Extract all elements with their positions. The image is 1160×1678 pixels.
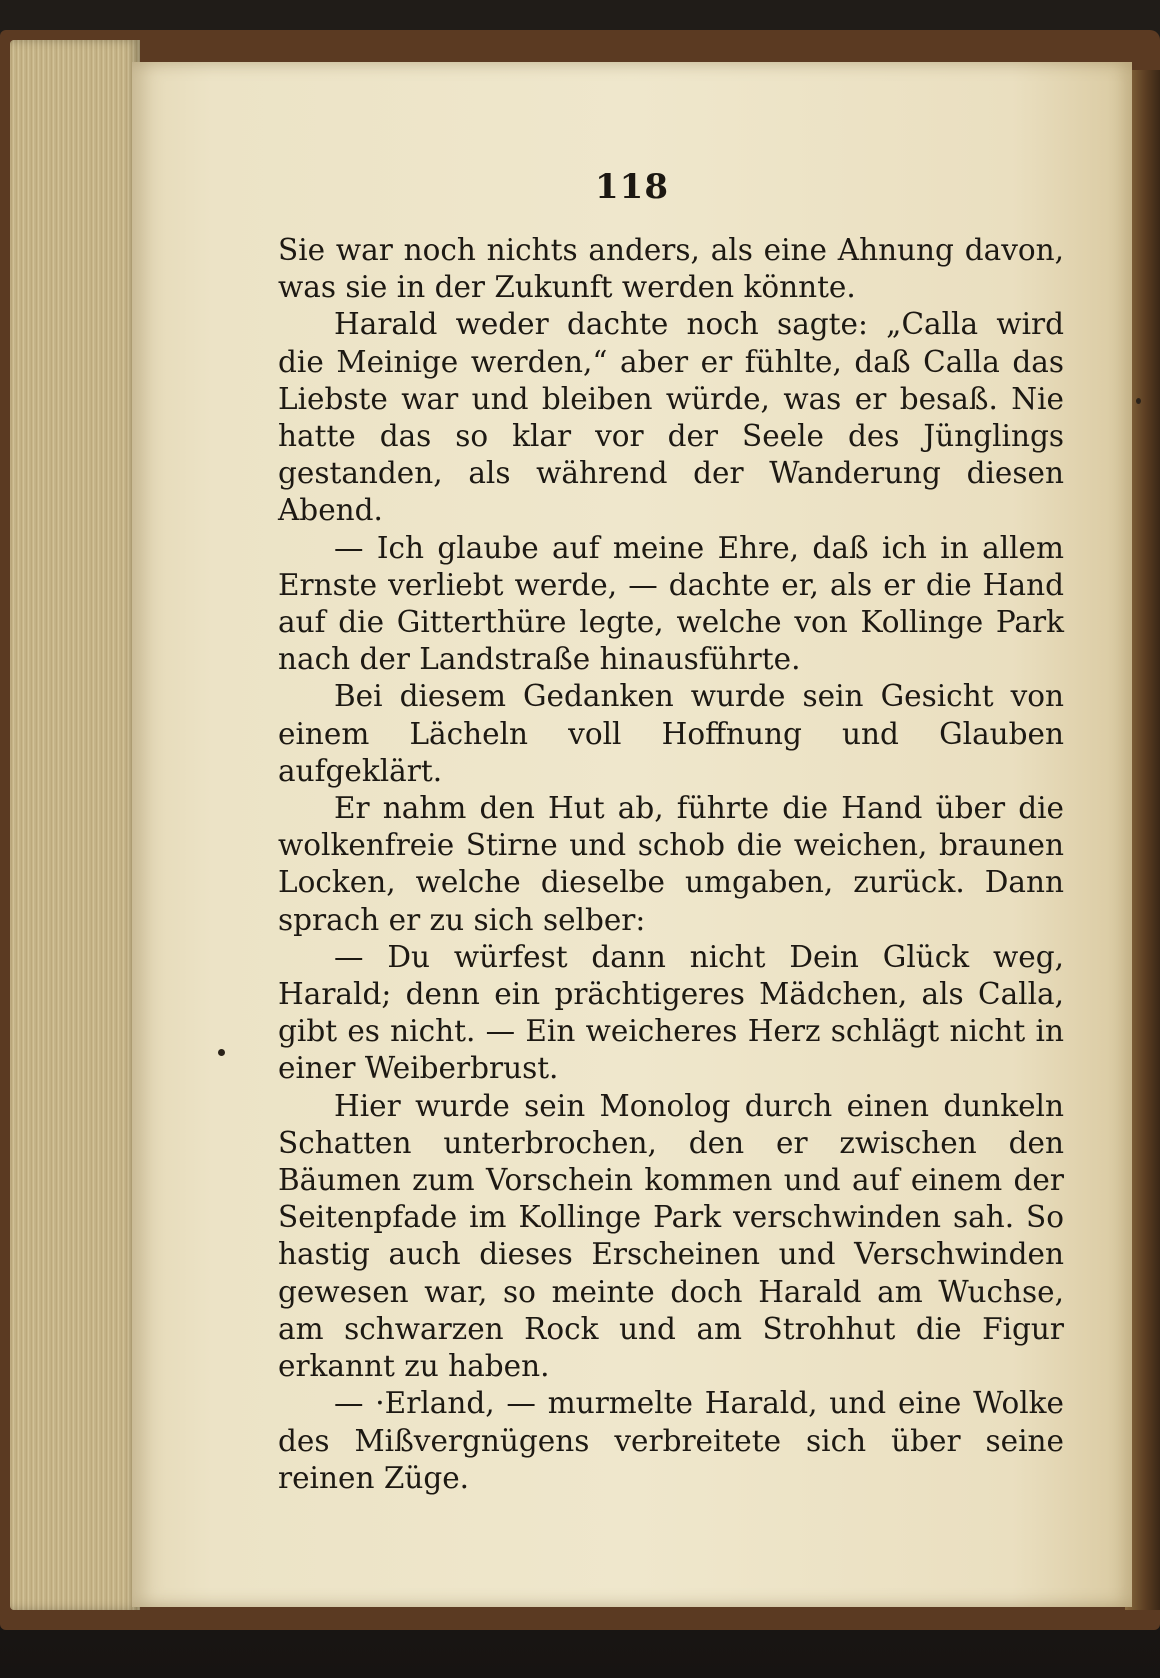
paragraph: — Ich glaube auf meine Ehre, daß ich in allem Ernste verliebt werde, — dachte er, als er die Hand auf die Gitterthüre legte, welche von Kollinge Park nach der Landstraße hinausführte. [278, 530, 1064, 677]
paragraph: Bei diesem Gedanken wurde sein Gesicht von einem Lächeln voll Hoffnung und Glauben aufgeklärt. [278, 679, 1064, 788]
paragraph: Hier wurde sein Monolog durch einen dunkeln Schatten unterbrochen, den er zwischen den Bäumen zum Vorschein kommen und auf einem der Seitenpfade im Kollinge Park verschwinden sah. So hastig auch dieses Erscheinen und Verschwinden gewesen war, so meinte doch Harald am Wuchse, am schwarzen Rock und am Strohhut die Figur erkannt zu haben. [278, 1088, 1064, 1384]
paragraph: — Du würfest dann nicht Dein Glück weg, Harald; denn ein prächtigeres Mädchen, als Calla, gibt es nicht. — Ein weicheres Herz schlägt nicht in einer Weiberbrust. [278, 939, 1064, 1086]
paragraph: Sie war noch nichts anders, als eine Ahnung davon, was sie in der Zukunft werden könnte. [278, 233, 1064, 305]
paragraph: Er nahm den Hut ab, führte die Hand über die wolkenfreie Stirne und schob die weichen, braunen Locken, welche dieselbe umgaben, zurück. Dann sprach er zu sich selber: [278, 791, 1064, 937]
ink-spot [1136, 398, 1141, 404]
paragraph: — ·Erland, — murmelte Harald, und eine Wolke des Mißvergnügens verbreitete sich über seine reinen Züge. [278, 1386, 1064, 1495]
book-page [132, 62, 1132, 1607]
body-text [278, 232, 1064, 1497]
paragraph: Harald weder dachte noch sagte: „Calla wird die Meinige werden,“ aber er fühlte, daß Calla das Liebste war und bleiben würde, was er besaß. Nie hatte das so klar vor der Seele des Jünglings gestanden, als während der Wanderung diesen Abend. [278, 307, 1064, 528]
ink-spot [218, 1049, 225, 1056]
page-edges [10, 40, 140, 1610]
page-number: 118 [595, 167, 669, 207]
